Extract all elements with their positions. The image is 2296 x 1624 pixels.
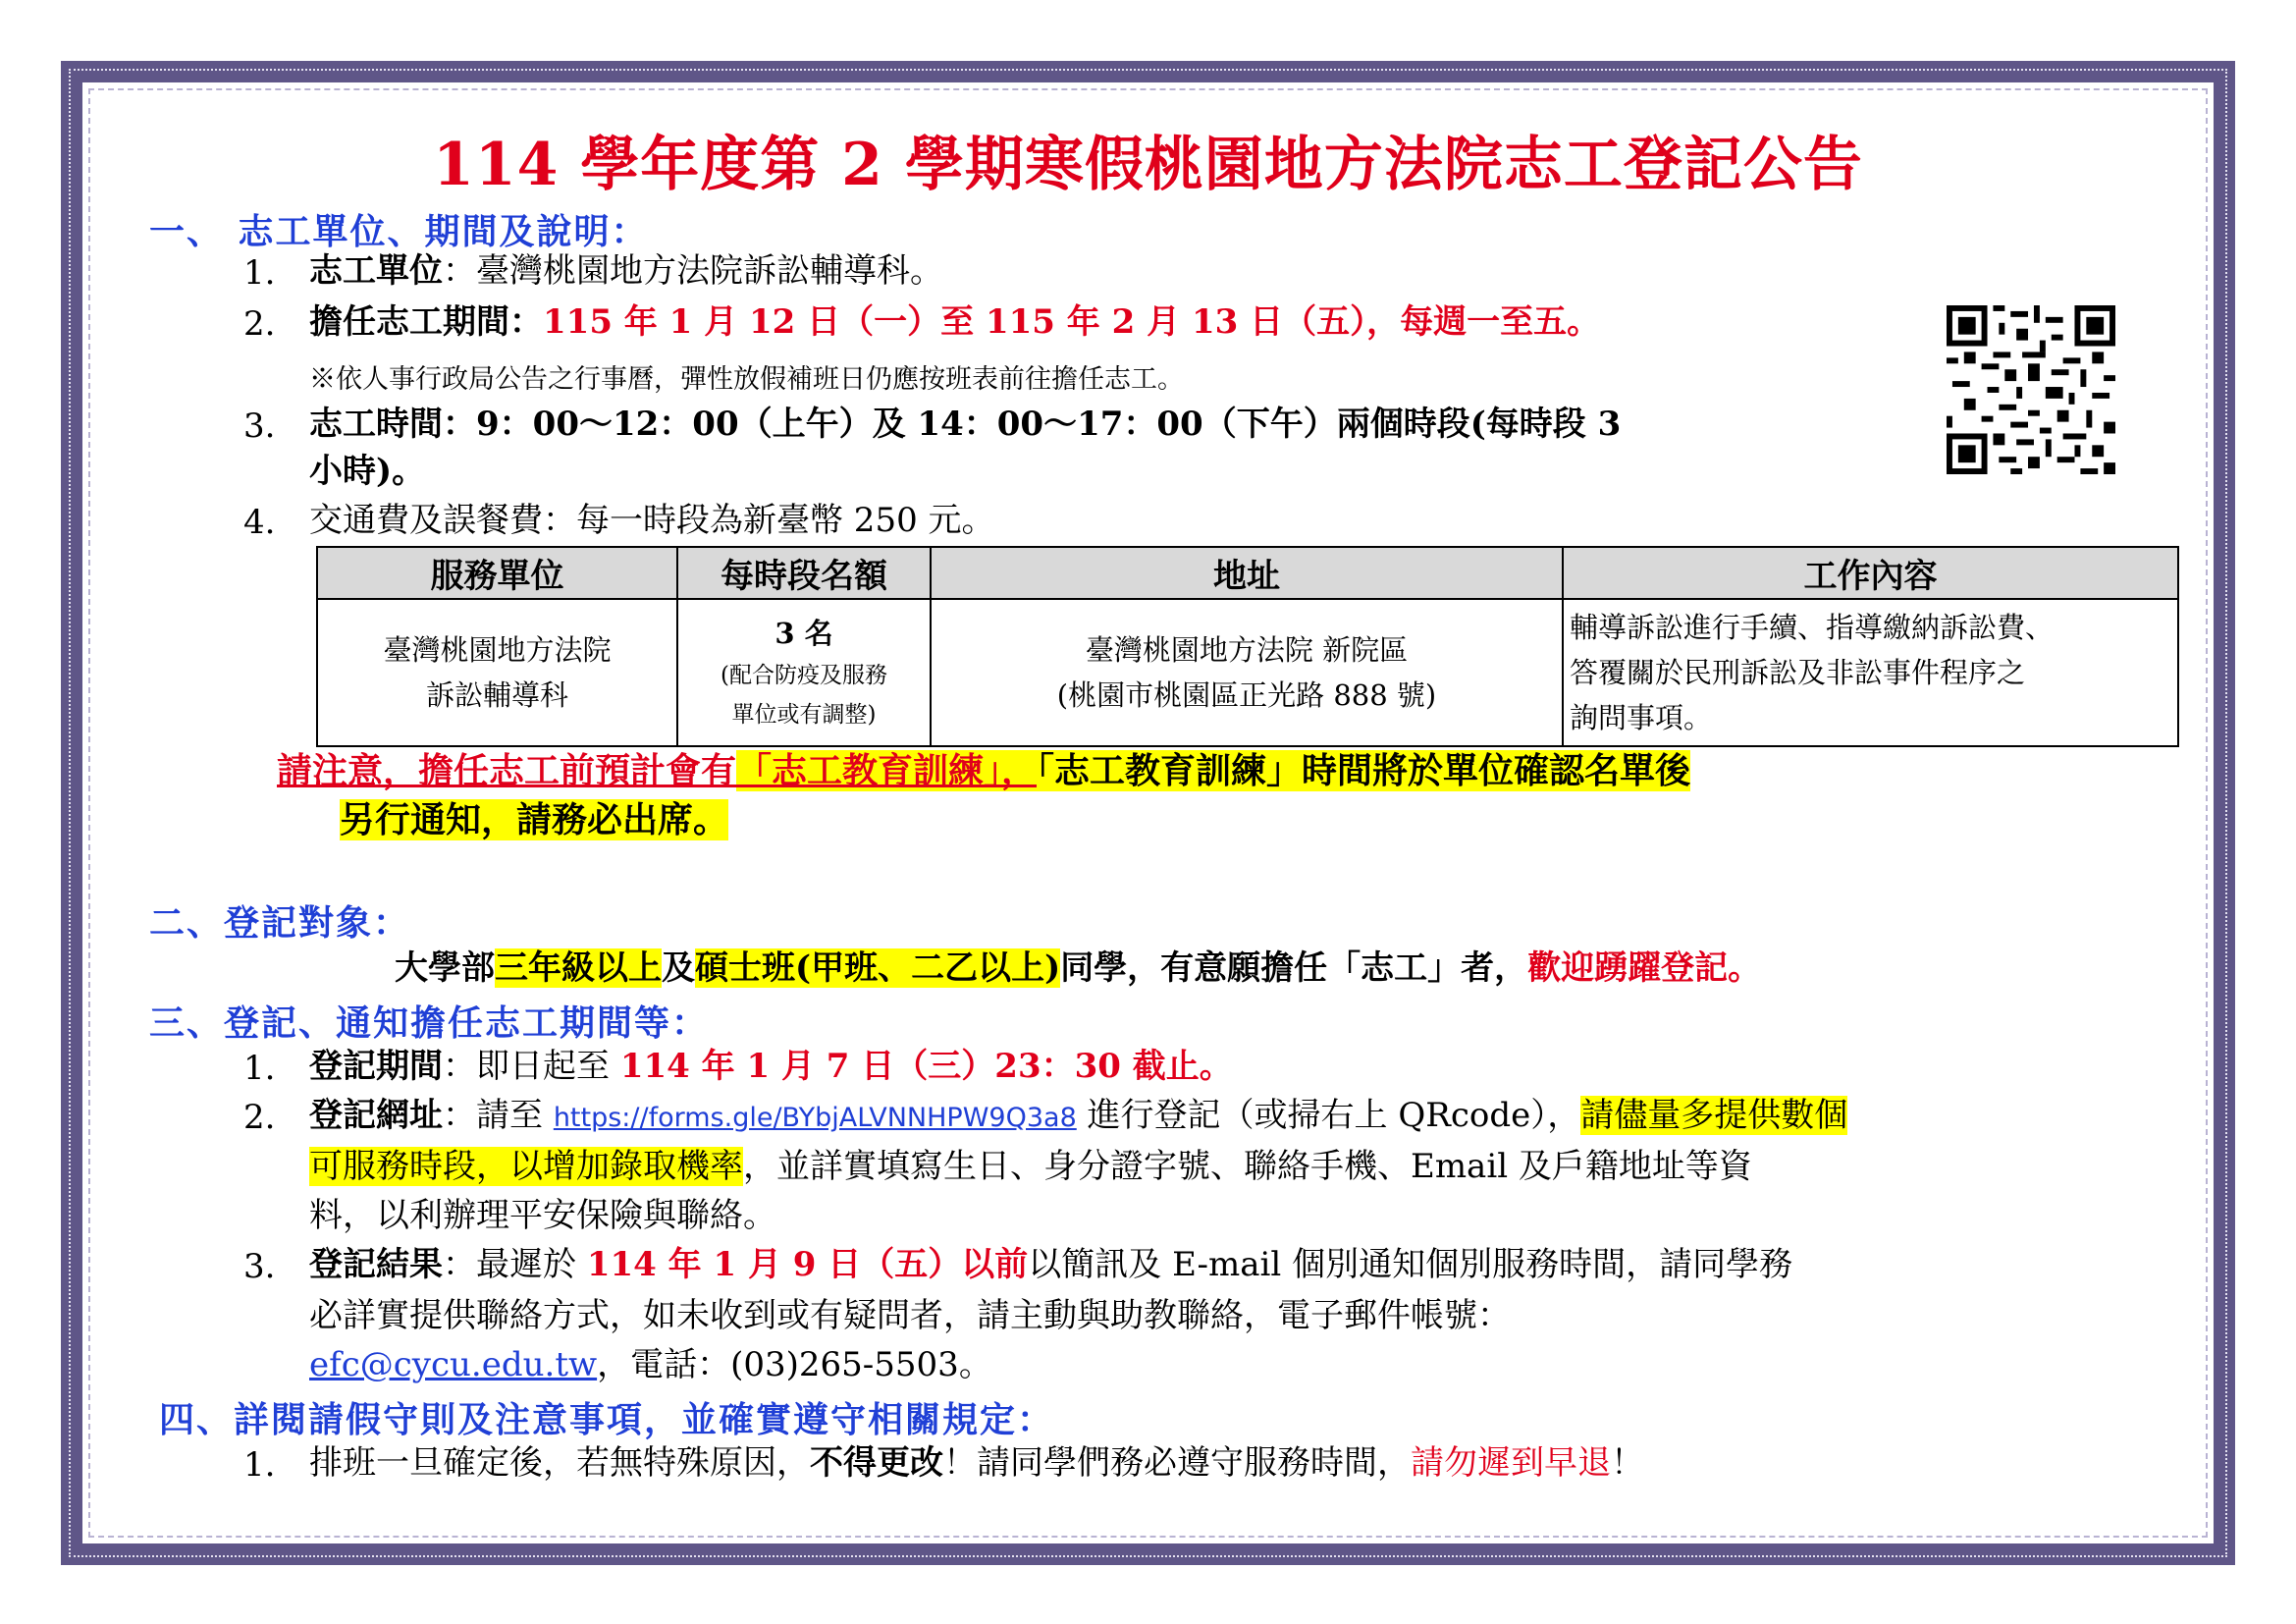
- volunteer-unit: 志工單位：臺灣桃園地方法院訴訟輔導科。: [309, 251, 943, 291]
- contact-email-link[interactable]: efc@cycu.edu.tw: [309, 1345, 598, 1384]
- section2-heading: 二、登記對象：: [149, 902, 411, 944]
- unit-cell: 臺灣桃園地方法院 訴訟輔導科: [317, 599, 677, 746]
- work-content-cell: 輔導訴訟進行手續、指導繳納訴訟費、 答覆關於民刑訴訟及非訟事件程序之 詢問事項。: [1563, 599, 2178, 746]
- volunteer-hours-cont: 小時)。: [309, 452, 426, 491]
- table-row: [317, 599, 2178, 746]
- item-number: 1.: [243, 1445, 276, 1485]
- table-header: 服務單位: [317, 547, 677, 599]
- registration-url-line2: 可服務時段，以增加錄取機率，並詳實填寫生日、身分證字號、聯絡手機、Email 及戶籍地址等資: [309, 1147, 1752, 1186]
- address-cell: 臺灣桃園地方法院 新院區 (桃園市桃園區正光路 888 號): [931, 599, 1563, 746]
- table-header: 地址: [931, 547, 1563, 599]
- section4-heading: 四、詳閱請假守則及注意事項，並確實遵守相關規定：: [159, 1399, 1055, 1440]
- registration-url-line3: 料，以利辦理平安保險與聯絡。: [309, 1196, 776, 1235]
- qr-code-icon[interactable]: [1947, 305, 2115, 474]
- item-number: 3.: [243, 1247, 276, 1286]
- page-title: 114 學年度第 2 學期寒假桃園地方法院志工登記公告: [433, 131, 1863, 199]
- quota-cell: 3 名 (配合防疫及服務 單位或有調整): [677, 599, 931, 746]
- contact-line: efc@cycu.edu.tw，電話：(03)265-5503。: [309, 1345, 992, 1384]
- eligibility-text: 大學部三年級以上及碩士班(甲班、二乙以上)同學，有意願擔任「志工」者，歡迎踴躍登記。: [395, 948, 1762, 988]
- item-number: 4.: [243, 503, 276, 542]
- volunteer-hours: 志工時間：9：00～12：00（上午）及 14：00～17：00（下午）兩個時段(每時段 3: [309, 405, 1622, 444]
- volunteer-period: 擔任志工期間：115 年 1 月 12 日（一）至 115 年 2 月 13 日（五），每週一至五。: [309, 302, 1601, 342]
- table-header: 每時段名額: [677, 547, 931, 599]
- registration-result: 登記結果：最遲於 114 年 1 月 9 日（五）以前以簡訊及 E-mail 個別通知個別服務時間，請同學務: [309, 1245, 1793, 1284]
- item-number: 3.: [243, 406, 276, 446]
- registration-url-line: 登記網址：請至 https://forms.gle/BYbjALVNNHPW9Q3a8 進行登記（或掃右上 QRcode），請儘量多提供數個: [309, 1096, 1848, 1135]
- registration-link[interactable]: https://forms.gle/BYbjALVNNHPW9Q3a8: [553, 1103, 1077, 1133]
- item-number: 1.: [243, 1049, 276, 1088]
- section3-heading: 三、登記、通知擔任志工期間等：: [149, 1002, 710, 1044]
- item-number: 1.: [243, 253, 276, 293]
- table-header: 工作內容: [1563, 547, 2178, 599]
- item-number: 2.: [243, 1098, 276, 1137]
- service-table: [316, 546, 2179, 747]
- registration-period: 登記期間：即日起至 114 年 1 月 7 日（三）23：30 截止。: [309, 1047, 1233, 1086]
- registration-result-line2: 必詳實提供聯絡方式，如未收到或有疑問者，請主動與助教聯絡，電子郵件帳號：: [309, 1296, 1511, 1335]
- period-note: ※依人事行政局公告之行事曆，彈性放假補班日仍應按班表前往擔任志工。: [309, 364, 1184, 395]
- section1-heading: 一、 志工單位、期間及說明：: [149, 211, 649, 252]
- leave-rule: 排班一旦確定後，若無特殊原因，不得更改！請同學們務必遵守服務時間，請勿遲到早退！: [309, 1443, 1644, 1483]
- item-number: 2.: [243, 304, 276, 344]
- training-notice: 請注意，擔任志工前預計會有「志工教育訓練」，「志工教育訓練」時間將於單位確認名單後 另行通知，請務必出席。: [277, 750, 1691, 840]
- transport-fee: 交通費及誤餐費：每一時段為新臺幣 250 元。: [309, 501, 995, 540]
